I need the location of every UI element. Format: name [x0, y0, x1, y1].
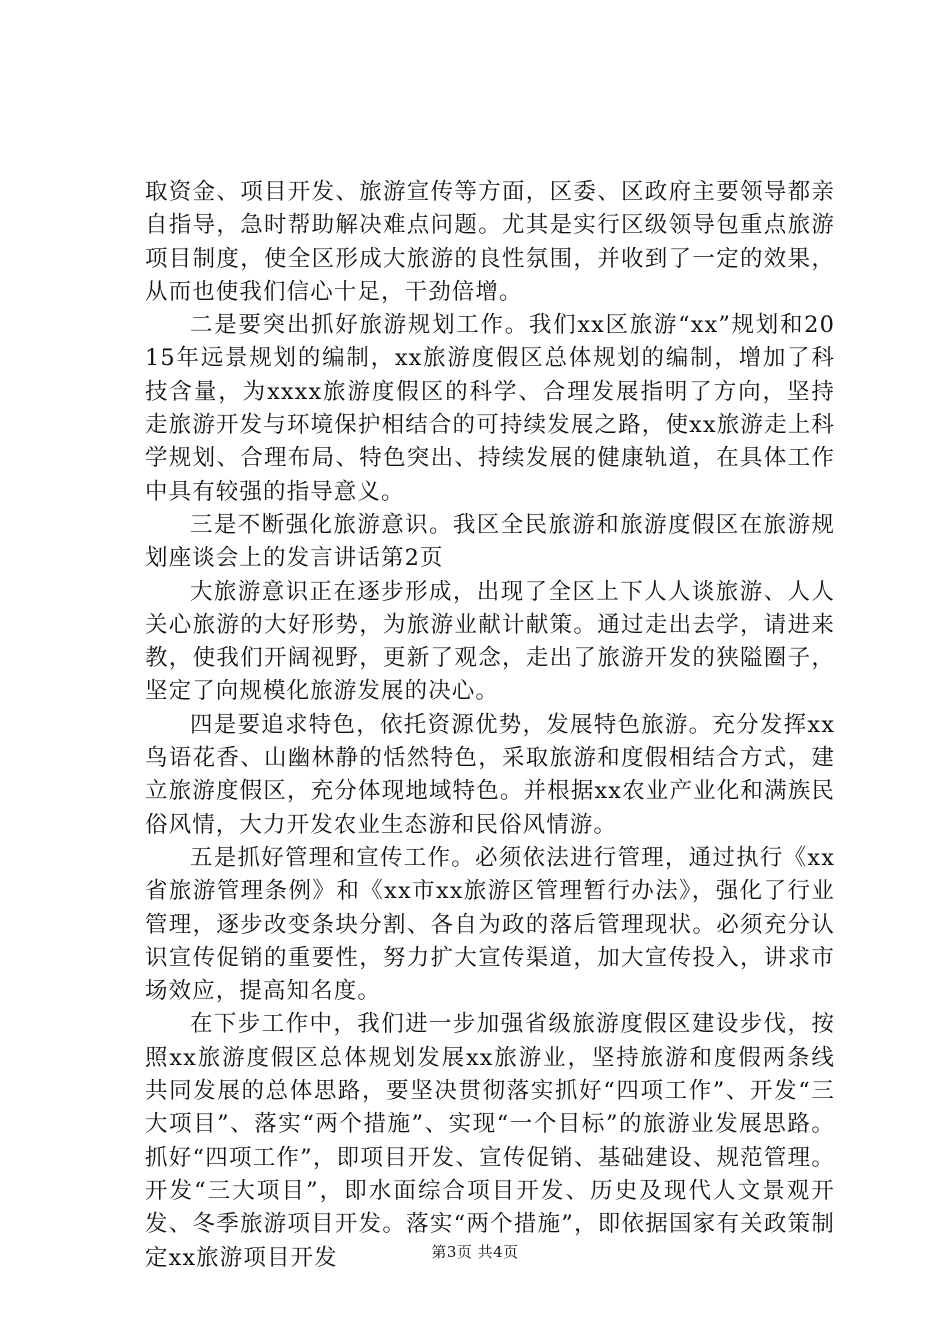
paragraph-next-steps: 在下步工作中，我们进一步加强省级旅游度假区建设步伐，按照xx旅游度假区总体规划发展xx旅游业，坚持旅游和度假两条线共同发展的总体思路，要坚决贯彻落实抓好“四项工作”、开发“三大项目”、落实“两个措施”、实现“一个目标”的旅游业发展思路。抓好“四项工作”，即项目开发、宣传促销、基础建设、规范管理。开发“三大项目”，即水面综合项目开发、历史及现代人文景观开发、冬季旅游项目开发。落实“两个措施”，即依据国家有关政策制定xx旅游项目开发 [145, 1011, 835, 1271]
paragraph-management-promotion: 五是抓好管理和宣传工作。必须依法进行管理，通过执行《xx省旅游管理条例》和《xx市xx旅游区管理暂行办法》，强化了行业管理，逐步改变条块分割、各自为政的落后管理现状。必须充分认识宣传促销的重要性，努力扩大宣传渠道，加大宣传投入，讲求市场效应，提高知名度。 [145, 844, 835, 1005]
paragraph-continued: 取资金、项目开发、旅游宣传等方面，区委、区政府主要领导都亲自指导，急时帮助解决难点问题。尤其是实行区级领导包重点旅游项目制度，使全区形成大旅游的良性氛围，并收到了一定的效果，从而也使我们信心十足，干劲倍增。 [145, 179, 835, 305]
paragraph-awareness-forming: 大旅游意识正在逐步形成，出现了全区上下人人谈旅游、人人关心旅游的大好形势，为旅游业献计献策。通过走出去学，请进来教，使我们开阔视野，更新了观念，走出了旅游开发的狭隘圈子，坚定了向规模化旅游发展的决心。 [145, 578, 835, 705]
document-body [145, 176, 835, 1275]
paragraph-tourism-awareness: 三是不断强化旅游意识。我区全民旅游和旅游度假区在旅游规划座谈会上的发言讲话第2页 [145, 511, 835, 572]
page-number-footer: 第3页 共4页 [431, 1243, 519, 1261]
paragraph-pursue-features: 四是要追求特色，依托资源优势，发展特色旅游。充分发挥xx鸟语花香、山幽林静的恬然特色，采取旅游和度假相结合方式，建立旅游度假区，充分体现地域特色。并根据xx农业产业化和满族民俗风情，大力开发农业生态游和民俗风情游。 [145, 711, 835, 838]
paragraph-tourism-planning: 二是要突出抓好旅游规划工作。我们xx区旅游“xx”规划和2015年远景规划的编制，xx旅游度假区总体规划的编制，增加了科技含量，为xxxx旅游度假区的科学、合理发展指明了方向，坚持走旅游开发与环境保护相结合的可持续发展之路，使xx旅游走上科学规划、合理布局、特色突出、持续发展的健康轨道，在具体工作中具有较强的指导意义。 [145, 312, 835, 505]
